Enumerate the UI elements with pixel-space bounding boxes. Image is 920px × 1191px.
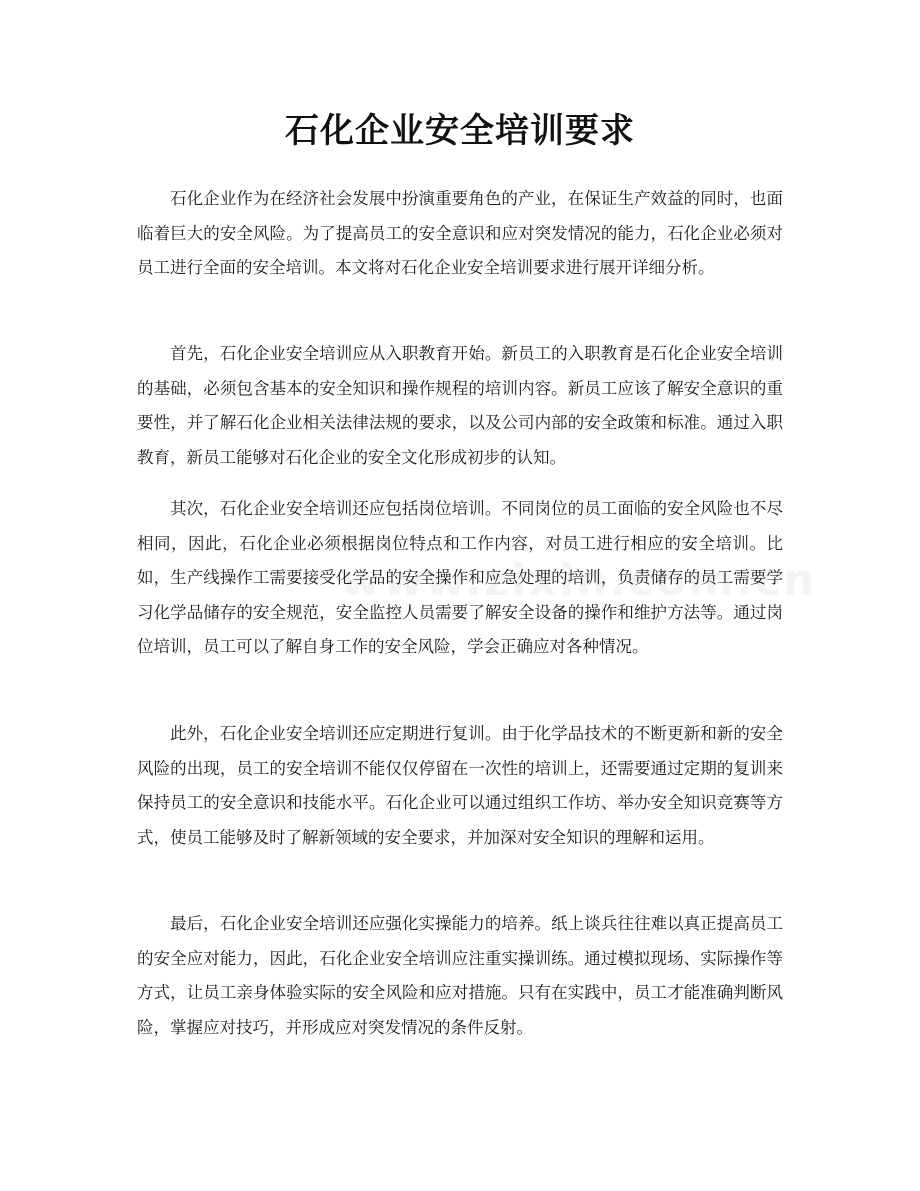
paragraph-intro: 石化企业作为在经济社会发展中扮演重要角色的产业，在保证生产效益的同时，也面临着巨大的安全风险。为了提高员工的安全意识和应对突发情况的能力，石化企业必须对员工进行全面的安全培训。本文将对石化企业安全培训要求进行展开详细分析。	[137, 189, 783, 278]
paragraph-refresher-training: 此外，石化企业安全培训还应定期进行复训。由于化学品技术的不断更新和新的安全风险的出现，员工的安全培训不能仅仅停留在一次性的培训上，还需要通过定期的复训来保持员工的安全意识和技能水平。石化企业可以通过组织工作坊、举办安全知识竞赛等方式，使员工能够及时了解新领域的安全要求，并加深对安全知识的理解和运用。	[137, 724, 783, 847]
paragraph-position-training: 其次，石化企业安全培训还应包括岗位培训。不同岗位的员工面临的安全风险也不尽相同，因此，石化企业必须根据岗位特点和工作内容，对员工进行相应的安全培训。比如，生产线操作工需要接受化学品的安全操作和应急处理的培训，负责储存的员工需要学习化学品储存的安全规范，安全监控人员需要了解安全设备的操作和维护方法等。通过岗位培训，员工可以了解自身工作的安全风险，学会正确应对各种情况。	[137, 499, 783, 657]
paragraph-practical-skills: 最后，石化企业安全培训还应强化实操能力的培养。纸上谈兵往往难以真正提高员工的安全应对能力，因此，石化企业安全培训应注重实操训练。通过模拟现场、实际操作等方式，让员工亲身体验实际的安全风险和应对措施。只有在实践中，员工才能准确判断风险，掌握应对技巧，并形成应对突发情况的条件反射。	[137, 914, 783, 1037]
document-title: 石化企业安全培训要求	[285, 111, 635, 151]
paragraph-onboarding: 首先，石化企业安全培训应从入职教育开始。新员工的入职教育是石化企业安全培训的基础，必须包含基本的安全知识和操作规程的培训内容。新员工应该了解安全意识的重要性，并了解石化企业相关法律法规的要求，以及公司内部的安全政策和标准。通过入职教育，新员工能够对石化企业的安全文化形成初步的认知。	[137, 344, 783, 467]
